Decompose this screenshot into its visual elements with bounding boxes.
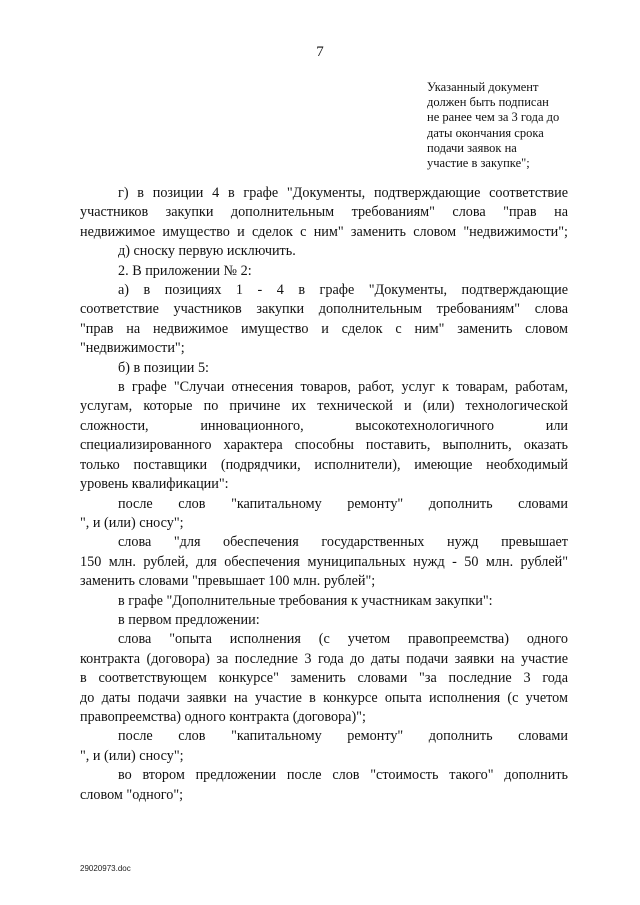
footer-file-code: 29020973.doc bbox=[80, 864, 131, 873]
body-line: слова "для обеспечения государственных нужд превышает bbox=[118, 534, 568, 551]
body-line: в первом предложении: bbox=[118, 611, 260, 628]
body-line: специализированного характера способны поставить, выполнить, оказать bbox=[80, 437, 568, 454]
body-line: во втором предложении после слов "стоимость такого" дополнить bbox=[118, 767, 568, 784]
body-line: заменить словами "превышает 100 млн. рублей"; bbox=[80, 573, 376, 590]
side-note-line: должен быть подписан bbox=[427, 95, 549, 110]
body-line: в соответствующем конкурсе" заменить словами "за последние 3 года bbox=[80, 670, 568, 687]
side-note-line: участие в закупке"; bbox=[427, 156, 530, 171]
body-line: только поставщики (подрядчики, исполнители), имеющие необходимый bbox=[80, 456, 568, 473]
body-line: в графе "Дополнительные требования к участникам закупки": bbox=[118, 592, 493, 609]
side-note-line: Указанный документ bbox=[427, 80, 539, 94]
side-note-line: даты окончания срока bbox=[427, 125, 544, 140]
body-line: "прав на недвижимое имущество и сделок с ним" заменить словом bbox=[80, 320, 568, 337]
document-body bbox=[80, 184, 568, 805]
side-note-line: подачи заявок на bbox=[427, 140, 517, 155]
body-line: сложности, инновационного, высокотехнологичного или bbox=[80, 417, 568, 434]
body-line: контракта (договора) за последние 3 года до даты подачи заявки на участие bbox=[80, 650, 568, 667]
body-line: в графе "Случаи отнесения товаров, работ, услуг к товарам, работам, bbox=[118, 379, 568, 396]
body-line: недвижимое имущество и сделок с ним" заменить словом "недвижимости"; bbox=[80, 223, 568, 240]
side-note bbox=[427, 80, 597, 171]
body-line: 2. В приложении № 2: bbox=[118, 262, 252, 279]
body-line: г) в позиции 4 в графе "Документы, подтверждающие соответствие bbox=[118, 185, 568, 201]
body-line: ", и (или) сносу"; bbox=[80, 514, 184, 531]
body-line: б) в позиции 5: bbox=[118, 359, 209, 376]
body-line: соответствие участников закупки дополнительным требованиям" слова bbox=[80, 301, 568, 318]
body-line: правопреемства) одного контракта (договора)"; bbox=[80, 708, 366, 725]
side-note-line: не ранее чем за 3 года до bbox=[427, 110, 560, 125]
body-line: словом "одного"; bbox=[80, 786, 184, 803]
body-line: до даты подачи заявки на участие в конкурсе опыта исполнения (с учетом bbox=[80, 689, 568, 706]
body-line: после слов "капитальному ремонту" дополнить словами bbox=[118, 495, 568, 512]
body-line: д) сноску первую исключить. bbox=[118, 243, 296, 260]
body-line: услугам, которые по причине их технической и (или) технологической bbox=[80, 398, 568, 415]
body-line: после слов "капитальному ремонту" дополнить словами bbox=[118, 728, 568, 745]
body-line: уровень квалификации": bbox=[80, 476, 229, 493]
body-line: участников закупки дополнительным требованиям" слова "прав на bbox=[80, 204, 568, 221]
page-number: 7 bbox=[316, 44, 324, 60]
body-line: "недвижимости"; bbox=[80, 340, 185, 357]
body-line: а) в позициях 1 - 4 в графе "Документы, подтверждающие bbox=[118, 282, 568, 299]
body-line: слова "опыта исполнения (с учетом правопреемства) одного bbox=[118, 631, 568, 648]
body-line: 150 млн. рублей, для обеспечения муниципальных нужд - 50 млн. рублей" bbox=[80, 553, 568, 570]
body-line: ", и (или) сносу"; bbox=[80, 747, 184, 764]
